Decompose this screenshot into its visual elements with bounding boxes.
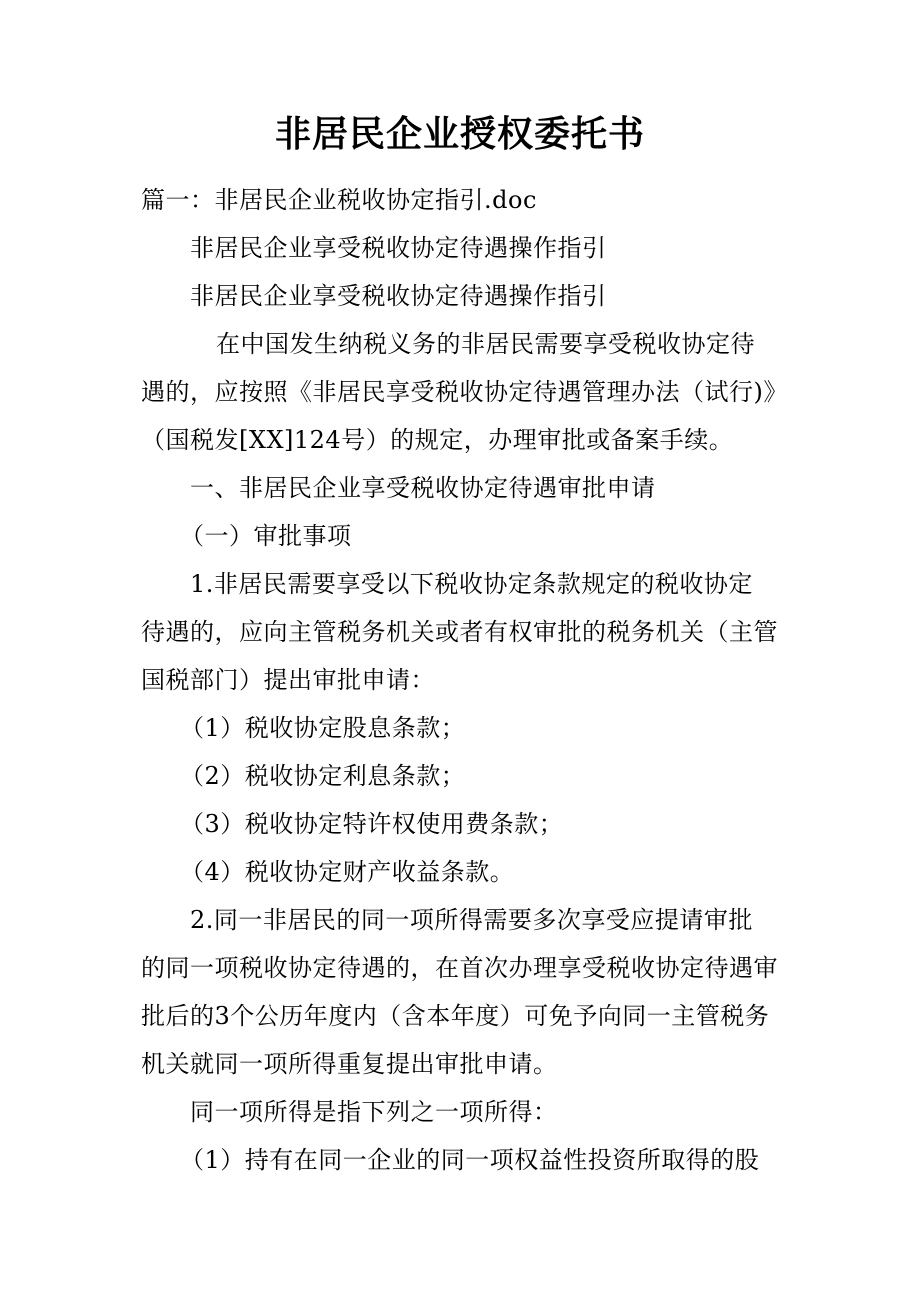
list-item: （1）持有在同一企业的同一项权益性投资所取得的股	[180, 1146, 760, 1174]
text-line: 遇的，应按照《非居民享受税收协定待遇管理办法（试行)》	[141, 378, 788, 406]
list-item: （1）税收协定股息条款；	[180, 714, 466, 742]
text-line: 篇一：非居民企业税收协定指引.doc	[141, 186, 537, 214]
text-line: 机关就同一项所得重复提出审批申请。	[141, 1050, 558, 1078]
text-line: 1.非居民需要享受以下税收协定条款规定的税收协定	[190, 570, 753, 598]
text-line: 在中国发生纳税义务的非居民需要享受税收协定待	[216, 330, 755, 358]
list-item: （4）税收协定财产收益条款。	[180, 858, 515, 886]
text-line: 同一项所得是指下列之一项所得：	[190, 1098, 558, 1126]
list-item: （3）税收协定特许权使用费条款；	[180, 810, 564, 838]
subsection-heading: （一）审批事项	[180, 522, 352, 550]
text-line: 2.同一非居民的同一项所得需要多次享受应提请审批	[190, 906, 753, 934]
list-item: （2）税收协定利息条款；	[180, 762, 466, 790]
text-line: 非居民企业享受税收协定待遇操作指引	[190, 234, 607, 262]
text-line: 非居民企业享受税收协定待遇操作指引	[190, 282, 607, 310]
section-heading: 一、非居民企业享受税收协定待遇审批申请	[190, 474, 656, 502]
text-line: （国税发[XX]124号）的规定，办理审批或备案手续。	[141, 426, 734, 454]
text-line: 批后的3个公历年度内（含本年度）可免予向同一主管税务	[141, 1002, 770, 1030]
text-line: 国税部门）提出审批申请：	[141, 666, 435, 694]
document-title: 非居民企业授权委托书	[274, 113, 645, 155]
text-line: 的同一项税收协定待遇的，在首次办理享受税收协定待遇审	[141, 954, 778, 982]
text-line: 待遇的，应向主管税务机关或者有权审批的税务机关（主管	[141, 618, 778, 646]
